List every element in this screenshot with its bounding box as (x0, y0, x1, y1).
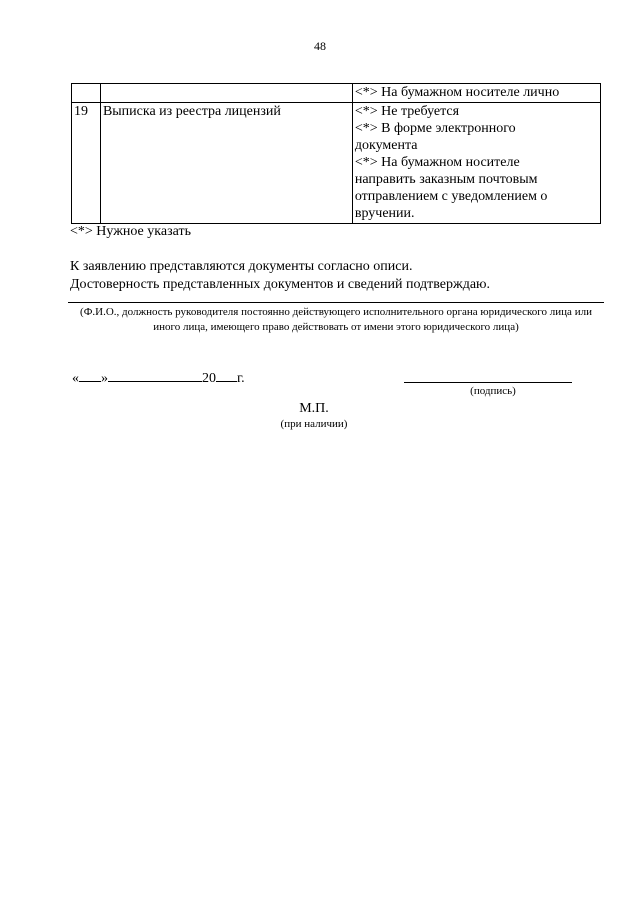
delivery-option: <*> В форме электронного (354, 121, 516, 136)
date-century: 20 (202, 371, 216, 386)
delivery-option: <*> Не требуется (354, 104, 460, 119)
date-open-quote: « (72, 371, 79, 386)
delivery-option: <*> На бумажном носителе (354, 155, 520, 170)
footnote: <*> Нужное указать (70, 224, 191, 239)
table-row-19 (72, 103, 601, 224)
table-row-continued (72, 84, 601, 103)
delivery-option: документа (354, 138, 418, 153)
page-number: 48 (314, 39, 326, 53)
row-number-cell (72, 84, 101, 103)
delivery-options-cell (352, 103, 600, 224)
document-name-cell (100, 84, 352, 103)
document-name-cell: Выписка из реестра лицензий (100, 103, 352, 224)
signature-line (404, 382, 572, 383)
delivery-option: направить заказным почтовым (354, 172, 538, 187)
signature-caption: (подпись) (470, 385, 516, 397)
date-day-blank (79, 369, 101, 382)
stamp-label: М.П. (299, 401, 329, 416)
statement-line-2: Достоверность представленных документов и сведений подтверждаю. (70, 277, 490, 292)
stamp-note: (при наличии) (280, 418, 348, 430)
row-number-cell: 19 (72, 103, 101, 224)
date-month-blank (108, 369, 202, 382)
date-year-blank (216, 369, 237, 382)
signer-caption: (Ф.И.О., должность руководителя постоянно действующего исполнительного органа юридического лица или иного лица, имеющего право действовать от имени этого юридического лица) (80, 306, 592, 333)
delivery-option: вручении. (354, 206, 415, 221)
signer-name-line (68, 302, 604, 303)
services-table (71, 83, 601, 224)
date-close-quote: » (101, 371, 108, 386)
delivery-options-cell (352, 84, 600, 103)
delivery-option: отправлением с уведомлением о (354, 189, 548, 204)
date-field (72, 369, 245, 387)
date-year-suffix: г. (237, 371, 245, 386)
statement-line-1: К заявлению представляются документы согласно описи. (70, 259, 413, 274)
delivery-option: <*> На бумажном носителе лично (354, 85, 560, 100)
